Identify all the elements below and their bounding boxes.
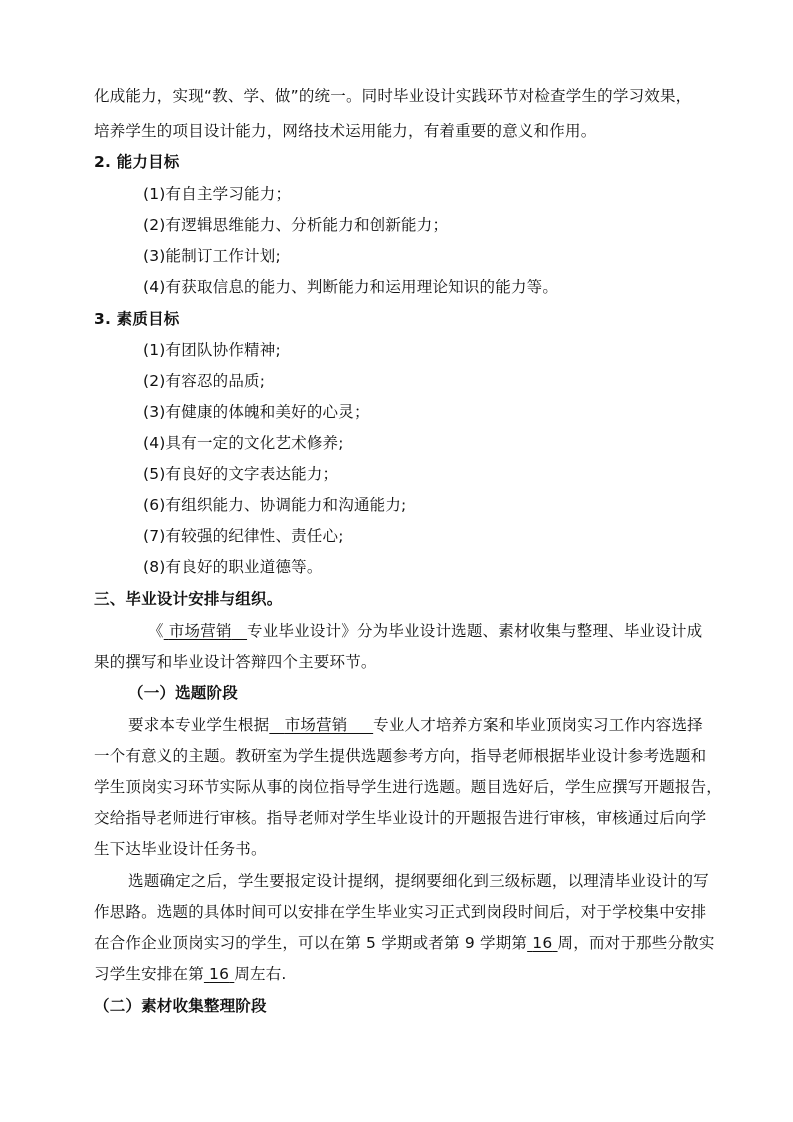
paragraph-line: [128, 715, 703, 735]
list-item: (1)有自主学习能力；: [143, 185, 292, 203]
list-item: (4)有获取信息的能力、判断能力和运用理论知识的能力等。: [143, 278, 559, 296]
section-heading-quality-goals: 3. 素质目标: [94, 310, 180, 328]
list-item: (1)有团队协作精神;: [143, 341, 281, 359]
part-heading-arrangement: 三、毕业设计安排与组织。: [94, 590, 283, 608]
list-item: (7)有较强的纪律性、责任心;: [143, 527, 344, 545]
major-name-underlined: 市场营销: [168, 622, 232, 640]
text-fragment: 《: [148, 622, 164, 640]
text-fragment: 要求本专业学生根据: [128, 716, 270, 734]
text-fragment: 习学生安排在第: [94, 965, 204, 983]
paragraph-line: 学生顶岗实习环节实际从事的岗位指导学生进行选题。题目选好后，学生应撰写开题报告，: [94, 778, 723, 796]
text-fragment: 周左右.: [234, 965, 287, 983]
major-name-underlined: 市场营销: [284, 716, 348, 734]
list-item: (3)能制订工作计划;: [143, 247, 281, 265]
list-item: (4)具有一定的文化艺术修养;: [143, 434, 344, 452]
paragraph-line: 生下达毕业设计任务书。: [94, 840, 267, 858]
paragraph-line: [94, 964, 287, 984]
week-number-underlined: 16: [532, 934, 553, 952]
paragraph-line: 果的撰写和毕业设计答辩四个主要环节。: [94, 653, 377, 671]
list-item: (3)有健康的体魄和美好的心灵；: [143, 403, 370, 421]
week-number-underlined: 16: [209, 965, 230, 983]
subsection-heading-topic-selection: （一）选题阶段: [128, 684, 238, 702]
list-item: (8)有良好的职业道德等。: [143, 558, 323, 576]
paragraph-line: 化成能力，实现“教、学、做”的统一。同时毕业设计实践环节对检查学生的学习效果，: [94, 87, 692, 105]
text-fragment: 专业人才培养方案和毕业顶岗实习工作内容选择: [373, 716, 703, 734]
paragraph-line: 培养学生的项目设计能力，网络技术运用能力，有着重要的意义和作用。: [94, 122, 597, 140]
paragraph-line: 交给指导老师进行审核。指导老师对学生毕业设计的开题报告进行审核，审核通过后向学: [94, 809, 707, 827]
text-fragment: 专业毕业设计》分为毕业设计选题、素材收集与整理、毕业设计成: [247, 622, 703, 640]
list-item: (6)有组织能力、协调能力和沟通能力;: [143, 496, 407, 514]
paragraph-line: [94, 933, 715, 953]
subsection-heading-material-collection: （二）素材收集整理阶段: [94, 997, 267, 1015]
list-item: (2)有逻辑思维能力、分析能力和创新能力；: [143, 216, 449, 234]
list-item: (5)有良好的文字表达能力；: [143, 465, 339, 483]
section-heading-ability-goals: 2. 能力目标: [94, 153, 180, 171]
paragraph-line: 作思路。选题的具体时间可以安排在学生毕业实习正式到岗段时间后，对于学校集中安排: [94, 903, 707, 921]
text-fragment: 在合作企业顶岗实习的学生，可以在第 5 学期或者第 9 学期第: [94, 934, 528, 952]
paragraph-line: [148, 621, 702, 641]
paragraph-line: 选题确定之后，学生要报定设计提纲，提纲要细化到三级标题，以理清毕业设计的写: [128, 872, 709, 890]
list-item: (2)有容忍的品质;: [143, 372, 266, 390]
paragraph-line: 一个有意义的主题。教研室为学生提供选题参考方向，指导老师根据毕业设计参考选题和: [94, 747, 707, 765]
text-fragment: 周，而对于那些分散实: [557, 934, 715, 952]
